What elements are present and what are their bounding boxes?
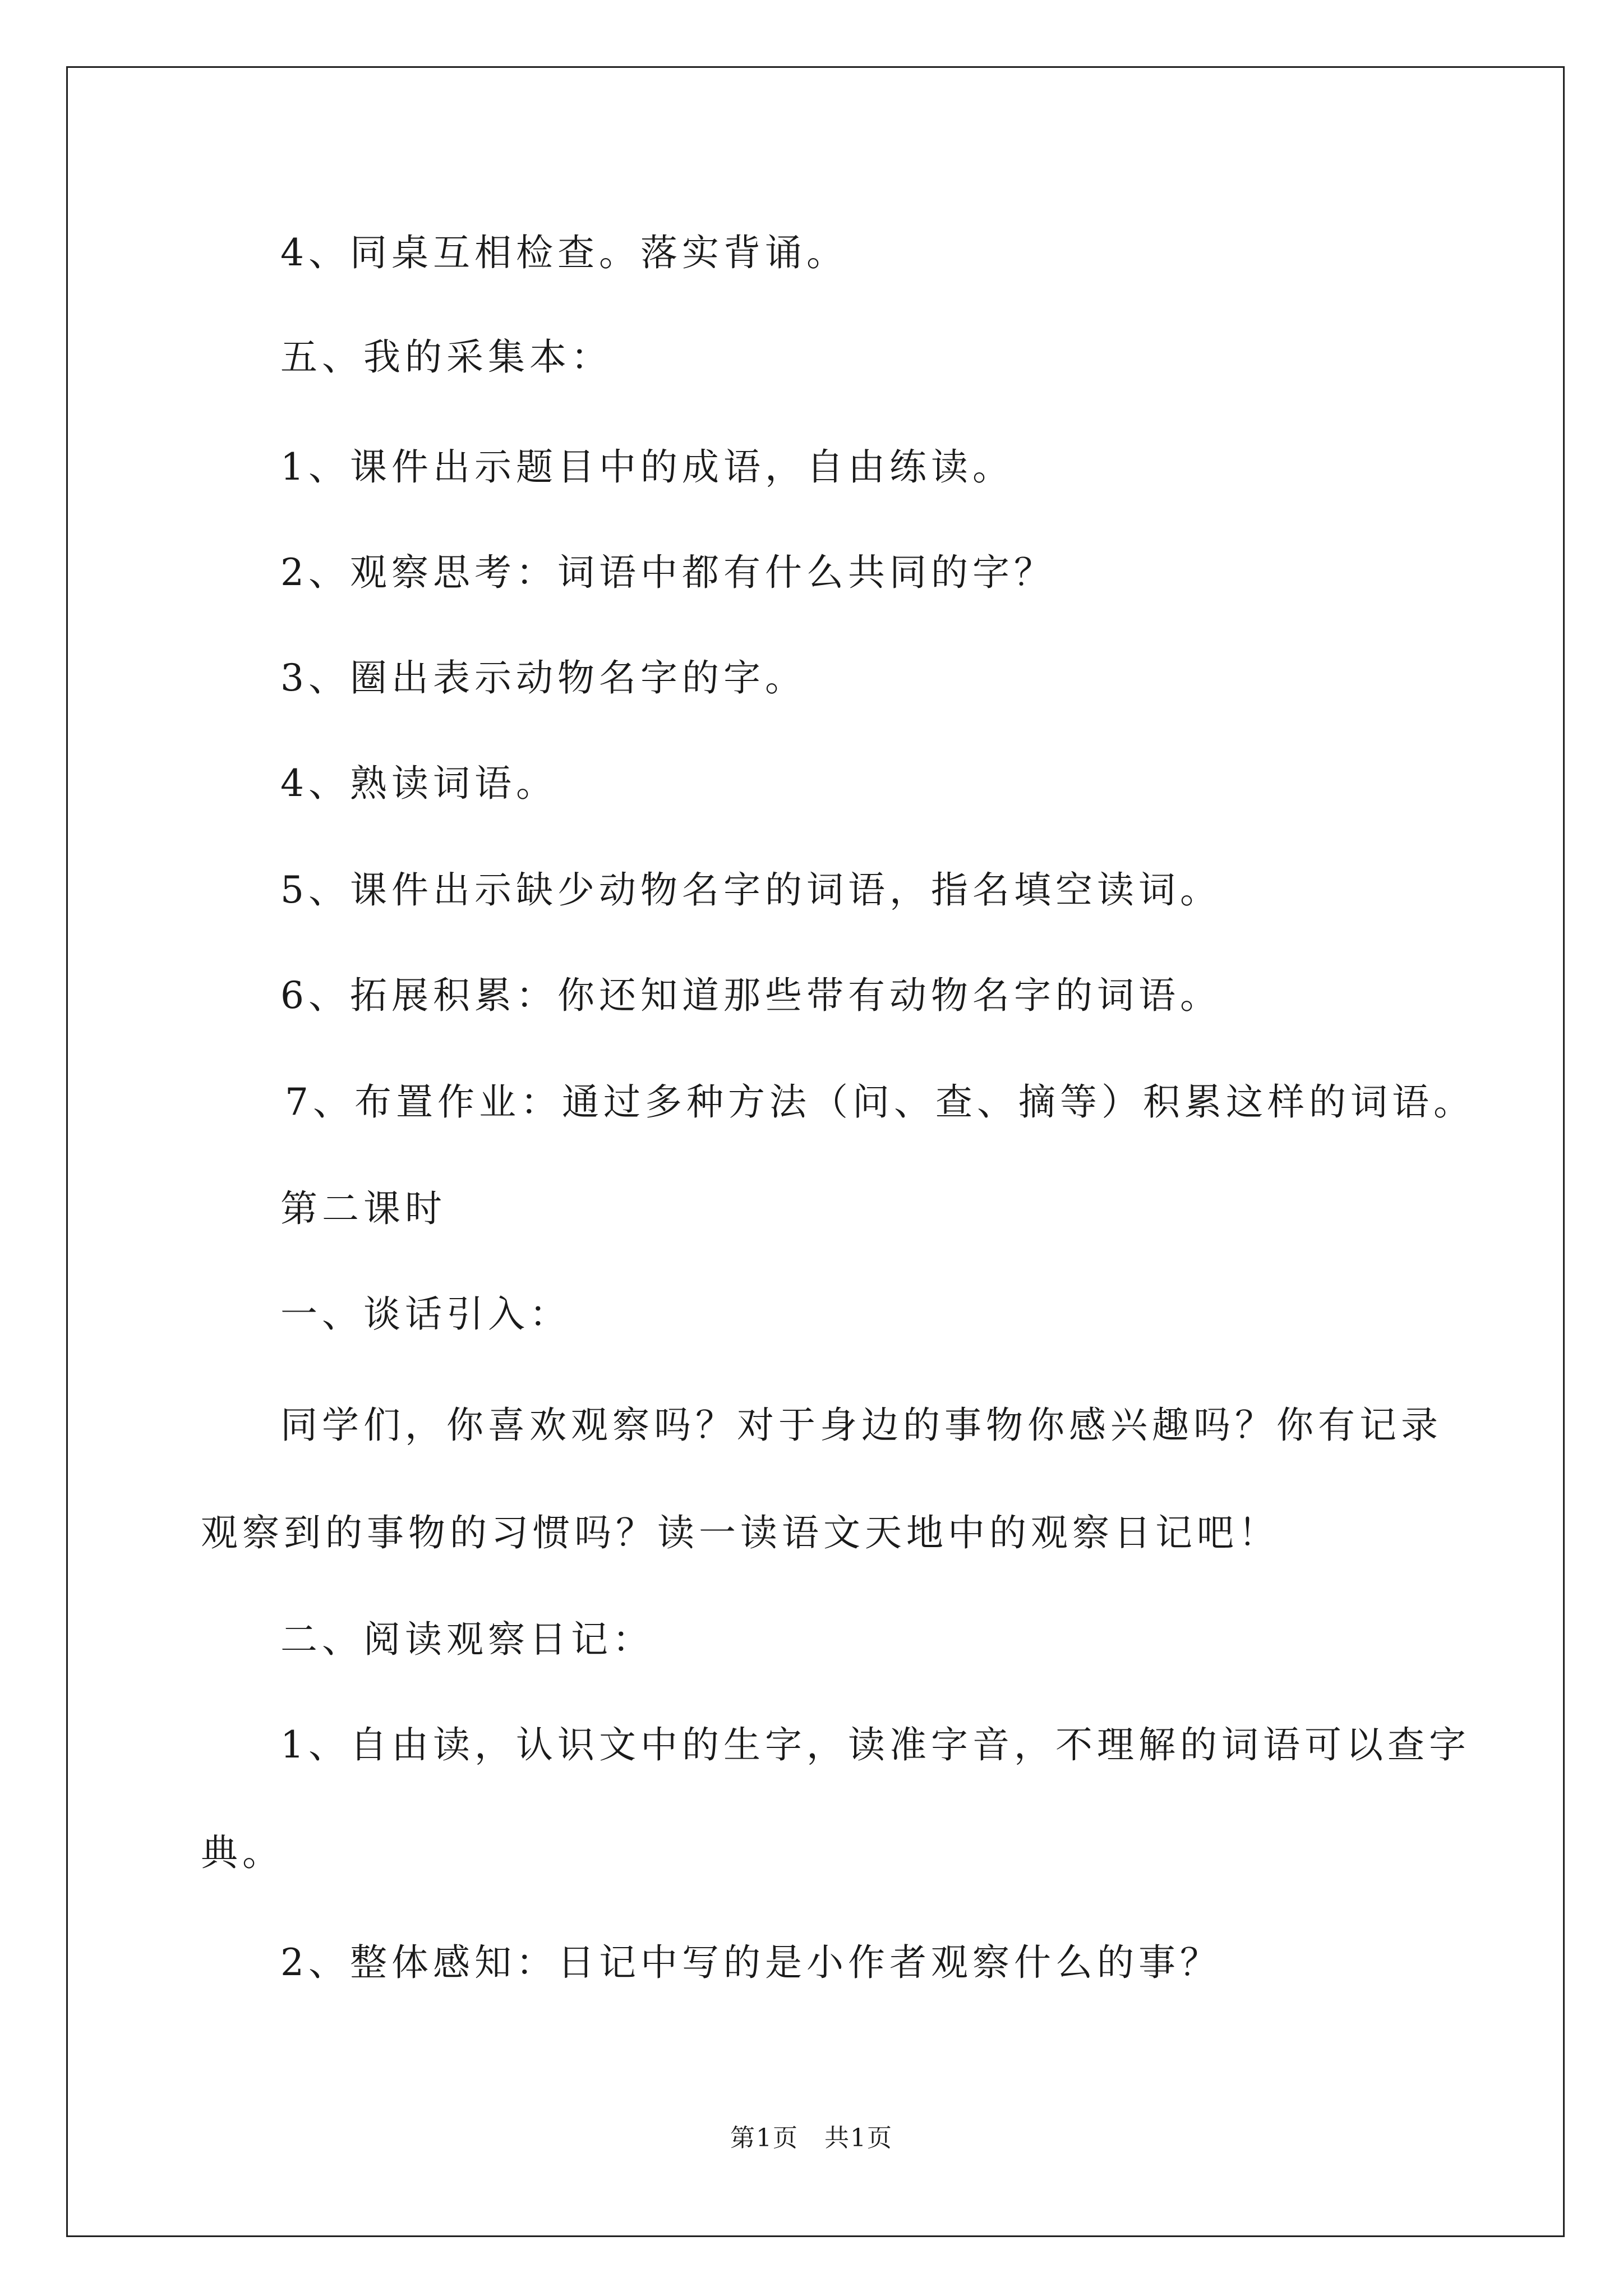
paragraph-line: 观察到的事物的习惯吗？读一读语文天地中的观察日记吧！: [201, 1511, 1280, 1554]
section-heading: 二、阅读观察日记：: [280, 1618, 654, 1661]
text-line: 2、观察思考：词语中都有什么共同的字？: [280, 551, 1055, 594]
section-heading: 五、我的采集本：: [280, 335, 612, 379]
text-line: 4、同桌互相检查。落实背诵。: [280, 231, 848, 274]
text-line: 2、整体感知：日记中写的是小作者观察什么的事？: [280, 1941, 1221, 1984]
text-line: 5、课件出示缺少动物名字的词语，指名填空读词。: [280, 868, 1221, 912]
section-heading: 一、谈话引入：: [280, 1292, 571, 1336]
text-line: 6、拓展积累：你还知道那些带有动物名字的词语。: [280, 974, 1221, 1017]
paragraph-line: 典。: [201, 1831, 284, 1874]
page-border: [66, 66, 1565, 2237]
paragraph-line: 同学们，你喜欢观察吗？对于身边的事物你感兴趣吗？你有记录: [280, 1404, 1442, 1447]
text-line: 4、熟读词语。: [280, 762, 557, 805]
text-line: 7、布置作业：通过多种方法（问、查、摘等）积累这样的词语。: [285, 1080, 1475, 1124]
page-footer: 第1页 共1页: [730, 2124, 893, 2152]
section-heading: 第二课时: [280, 1187, 446, 1230]
text-line: 1、课件出示题目中的成语，自由练读。: [280, 445, 1014, 489]
paragraph-line: 1、自由读，认识文中的生字，读准字音，不理解的词语可以查字: [280, 1723, 1470, 1766]
text-line: 3、圈出表示动物名字的字。: [280, 656, 806, 700]
